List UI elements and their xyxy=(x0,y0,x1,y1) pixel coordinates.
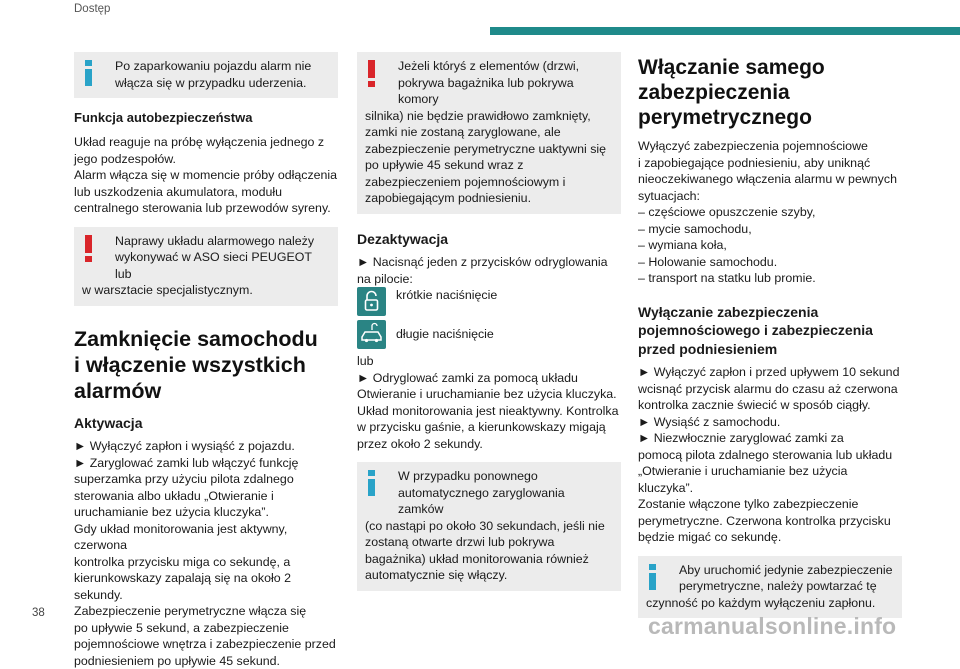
heading-line: Wyłączanie zabezpieczenia xyxy=(638,303,902,322)
column-3 xyxy=(638,52,902,628)
text-line: superzamka przy użyciu pilota zdalnego xyxy=(74,471,338,488)
section-label: Dostęp xyxy=(74,3,110,15)
paragraph xyxy=(357,353,621,452)
note-text: zostaną otwarte drzwi lub pokrywa xyxy=(365,534,613,551)
info-note xyxy=(74,52,338,98)
note-text: włącza się w przypadku uderzenia. xyxy=(82,75,330,92)
remote-label: krótkie naciśnięcie xyxy=(396,287,497,303)
note-text: bagażnika) układ monitorowania również xyxy=(365,551,613,568)
paragraph xyxy=(357,254,621,287)
text-line: centralnego sterowania lub przewodów syreny. xyxy=(74,200,338,217)
paragraph xyxy=(74,438,338,669)
header-accent-bar xyxy=(490,27,960,35)
text-line: Zostanie włączone tylko zabezpieczenie xyxy=(638,496,902,513)
chapter-heading xyxy=(74,326,338,404)
text-line: kontrolka przycisku miga co sekundę, a xyxy=(74,554,338,571)
heading-line: Zamknięcie samochodu xyxy=(74,326,338,352)
text-line: sterowania albo układu „Otwieranie i xyxy=(74,488,338,505)
column-2 xyxy=(357,52,621,601)
note-text: Po zaparkowaniu pojazdu alarm nie xyxy=(82,58,330,75)
note-text: automatycznego zaryglowania zamków xyxy=(365,485,613,518)
heading-line: Włączanie samego xyxy=(638,55,902,80)
text-line: „Otwieranie i uruchamianie bez użycia kluczyka”. xyxy=(638,463,902,496)
column-1 xyxy=(74,52,338,669)
text-line: uruchamianie bez użycia kluczyka”. xyxy=(74,504,338,521)
note-text: W przypadku ponownego xyxy=(365,468,613,485)
heading-line: i włączenie wszystkich xyxy=(74,352,338,378)
section-heading: Dezaktywacja xyxy=(357,230,621,249)
text-line: ► Zaryglować zamki lub włączyć funkcję xyxy=(74,455,338,472)
note-text: Jeżeli któryś z elementów (drzwi, xyxy=(365,58,613,75)
section-heading xyxy=(638,303,902,359)
text-line: przez około 2 sekundy. xyxy=(357,436,621,453)
note-text: silnika) nie będzie prawidłowo zamknięty, xyxy=(365,108,613,125)
remote-label: długie naciśnięcie xyxy=(396,326,494,342)
paragraph xyxy=(638,138,902,287)
text-line: po upływie 5 sekund, a zabezpieczenie xyxy=(74,620,338,637)
note-text: w warsztacie specjalistycznym. xyxy=(82,282,330,299)
list-item: – transport na statku lub promie. xyxy=(638,270,902,287)
heading-line: pojemnościowego i zabezpieczenia xyxy=(638,321,902,340)
info-icon xyxy=(83,60,101,88)
text-line: Zabezpieczenie perymetryczne włącza się xyxy=(74,603,338,620)
text-line: ► Wysiąść z samochodu. xyxy=(638,414,902,431)
text-line: lub uszkodzenia akumulatora, modułu xyxy=(74,184,338,201)
text-line: kontrolka zacznie świecić w sposób ciągły. xyxy=(638,397,902,414)
car-unlock-icon xyxy=(357,320,386,349)
text-line: ► Wyłączyć zapłon i wysiąść z pojazdu. xyxy=(74,438,338,455)
text-line: Układ monitorowania jest nieaktywny. Kontrolka xyxy=(357,403,621,420)
paragraph xyxy=(638,364,902,546)
text-line: Otwieranie i uruchamianie bez użycia kluczyka. xyxy=(357,386,621,403)
text-line: Wyłączyć zabezpieczenia pojemnościowe xyxy=(638,138,902,155)
warning-note xyxy=(357,52,621,214)
info-note xyxy=(357,462,621,591)
text-line: wcisnąć przycisk alarmu do czasu aż czerwona xyxy=(638,381,902,398)
section-heading: Funkcja autobezpieczeństwa xyxy=(74,110,338,126)
watermark-logo: carmanualsonline.info xyxy=(648,613,896,640)
note-text: zabezpieczenie perymetryczne uaktywni się xyxy=(365,141,613,158)
note-text: zabezpieczeniem pojemnościowym i xyxy=(365,174,613,191)
info-icon xyxy=(366,470,384,498)
list-item: – częściowe opuszczenie szyby, xyxy=(638,204,902,221)
text-line: ► Nacisnąć jeden z przycisków odryglowania xyxy=(357,254,621,271)
warning-note xyxy=(74,227,338,306)
text-line: kierunkowskazy zapalają się na około 2 sekundy. xyxy=(74,570,338,603)
list-item: – mycie samochodu, xyxy=(638,221,902,238)
note-text: Aby uruchomić jedynie zabezpieczenie xyxy=(646,562,894,579)
remote-short-press xyxy=(357,287,621,320)
text-line: perymetryczne. Czerwona kontrolka przycisku xyxy=(638,513,902,530)
heading-line: przed podniesieniem xyxy=(638,340,902,359)
text-line: Układ reaguje na próbę wyłączenia jednego z xyxy=(74,134,338,151)
heading-line: zabezpieczenia xyxy=(638,80,902,105)
section-heading: Aktywacja xyxy=(74,414,338,433)
note-text: zamki nie zostaną zaryglowane, ale xyxy=(365,124,613,141)
text-line: i zapobiegające podniesieniu, aby uniknąć xyxy=(638,155,902,172)
warning-icon xyxy=(83,235,101,263)
note-text: (co nastąpi po około 30 sekundach, jeśli nie xyxy=(365,518,613,535)
heading-line: alarmów xyxy=(74,378,338,404)
remote-long-press xyxy=(357,320,621,353)
page-number: 38 xyxy=(32,607,45,619)
note-text: wykonywać w ASO sieci PEUGEOT lub xyxy=(82,249,330,282)
text-line: sytuacjach: xyxy=(638,188,902,205)
info-icon xyxy=(647,564,665,592)
note-text: zapobiegającym podniesieniu. xyxy=(365,190,613,207)
text-line: ► Wyłączyć zapłon i przed upływem 10 sekund xyxy=(638,364,902,381)
text-line: w przycisku gaśnie, a kierunkowskazy migają xyxy=(357,419,621,436)
warning-icon xyxy=(366,60,384,88)
text-line: podniesieniem po upływie 45 sekund. xyxy=(74,653,338,669)
heading-line: perymetrycznego xyxy=(638,105,902,130)
text-line: na pilocie: xyxy=(357,271,621,288)
note-text: Naprawy układu alarmowego należy xyxy=(82,233,330,250)
text-line: ► Odryglować zamki za pomocą układu xyxy=(357,370,621,387)
text-line: Gdy układ monitorowania jest aktywny, czerwona xyxy=(74,521,338,554)
note-text: pokrywa bagażnika lub pokrywa komory xyxy=(365,75,613,108)
list-item: – wymiana koła, xyxy=(638,237,902,254)
text-line: jego podzespołów. xyxy=(74,151,338,168)
paragraph xyxy=(74,134,338,217)
text-line: ► Niezwłocznie zaryglować zamki za xyxy=(638,430,902,447)
info-note xyxy=(638,556,902,619)
text-line: nieoczekiwanego włączenia alarmu w pewnych xyxy=(638,171,902,188)
text-line: Alarm włącza się w momencie próby odłączenia xyxy=(74,167,338,184)
note-text: po upływie 45 sekund wraz z xyxy=(365,157,613,174)
unlock-icon xyxy=(357,287,386,316)
text-line: pojemnościowe wnętrza i zabezpieczenie przed xyxy=(74,636,338,653)
text-line: będzie migać co sekundę. xyxy=(638,529,902,546)
note-text: perymetryczne, należy powtarzać tę xyxy=(646,578,894,595)
chapter-heading xyxy=(638,55,902,130)
list-item: – Holowanie samochodu. xyxy=(638,254,902,271)
text-line: pomocą pilota zdalnego sterowania lub układu xyxy=(638,447,902,464)
text-line: lub xyxy=(357,353,621,370)
note-text: czynność po każdym wyłączeniu zapłonu. xyxy=(646,595,894,612)
note-text: automatycznie się włączy. xyxy=(365,567,613,584)
